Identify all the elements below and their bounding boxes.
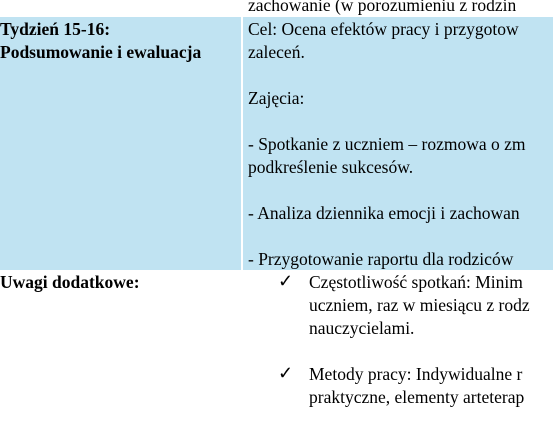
- week-row-title-line-1: Tydzień 15-16:: [0, 19, 111, 39]
- activity-item-1-line-2: podkreślenie sukcesów.: [248, 157, 414, 177]
- notes-label: Uwagi dodatkowe:: [0, 272, 140, 292]
- previous-row-text-tail: zachowanie (w porozumieniu z rodzin: [248, 0, 517, 15]
- notes-bullet-2-line-2: praktyczne, elementy arteterap: [309, 387, 525, 407]
- classes-heading: Zajęcia:: [248, 88, 305, 108]
- notes-bullet-1-line-2: uczniem, raz w miesiącu z rodz: [309, 295, 530, 315]
- goal-text-line-1: Cel: Ocena efektów pracy i przygotow: [248, 19, 519, 39]
- column-divider: [241, 17, 243, 270]
- notes-bullet-2-line-1: Metody pracy: Indywidualne r: [309, 364, 523, 384]
- activity-item-2: - Analiza dziennika emocji i zachowan: [248, 203, 520, 223]
- activity-item-1-line-1: - Spotkanie z uczniem – rozmowa o zm: [248, 134, 526, 154]
- checkmark-icon: ✓: [278, 271, 294, 291]
- notes-bullet-1-line-3: nauczycielami.: [309, 318, 415, 338]
- notes-bullet-1-line-1: Częstotliwość spotkań: Minim: [309, 272, 523, 292]
- activity-item-3: - Przygotowanie raportu dla rodziców: [248, 249, 514, 269]
- goal-text-line-2: zaleceń.: [248, 42, 305, 62]
- week-row-title-line-2: Podsumowanie i ewaluacja: [0, 42, 202, 62]
- checkmark-icon: ✓: [278, 363, 294, 383]
